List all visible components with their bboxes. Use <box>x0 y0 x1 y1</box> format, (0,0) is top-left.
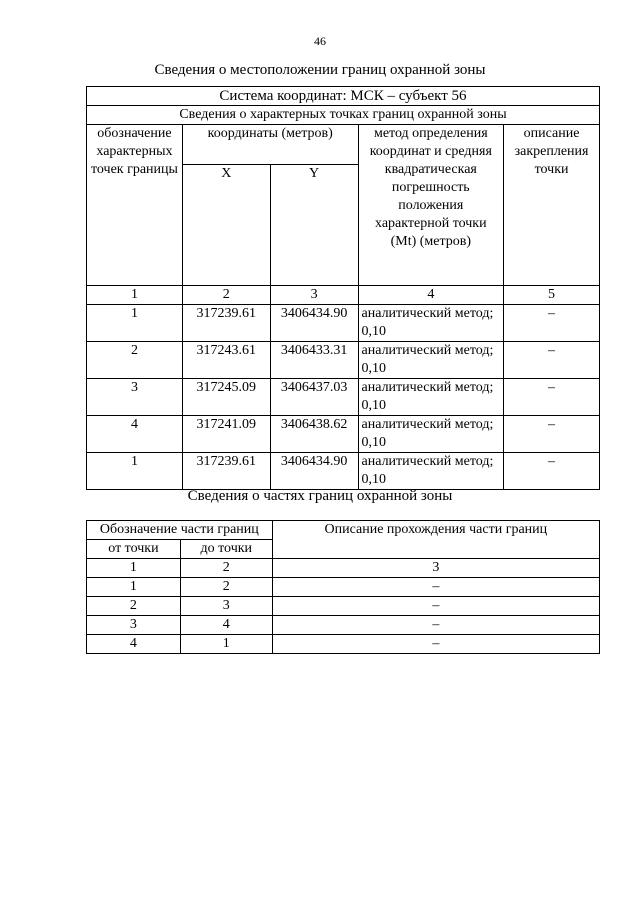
table-row <box>87 416 600 453</box>
section-title-parts: Сведения о частях границ охранной зоны <box>187 488 453 504</box>
col-num: 3 <box>272 559 599 578</box>
desc-cell: – <box>272 635 599 654</box>
col-num: 3 <box>270 286 358 305</box>
point-cell: 1 <box>87 453 183 490</box>
to-cell: 3 <box>180 597 272 616</box>
from-cell: 2 <box>87 597 181 616</box>
method-cell: аналитический метод; 0,10 <box>358 305 504 342</box>
fixing-cell: – <box>504 305 600 342</box>
header-point-designation: обозначение характерных точек границы <box>87 125 183 286</box>
from-cell: 3 <box>87 616 181 635</box>
from-cell: 4 <box>87 635 181 654</box>
y-cell: 3406434.90 <box>270 305 358 342</box>
point-cell: 2 <box>87 342 183 379</box>
section-title-location: Сведения о местоположении границ охранной зоны <box>154 62 486 78</box>
header-to-point: до точки <box>180 540 272 559</box>
method-cell: аналитический метод; 0,10 <box>358 416 504 453</box>
x-cell: 317243.61 <box>182 342 270 379</box>
col-num: 2 <box>180 559 272 578</box>
x-cell: 317245.09 <box>182 379 270 416</box>
desc-cell: – <box>272 597 599 616</box>
y-cell: 3406437.03 <box>270 379 358 416</box>
header-from-point: от точки <box>87 540 181 559</box>
table-row <box>87 453 600 490</box>
method-cell: аналитический метод; 0,10 <box>358 342 504 379</box>
desc-cell: – <box>272 578 599 597</box>
fixing-cell: – <box>504 416 600 453</box>
x-cell: 317241.09 <box>182 416 270 453</box>
coordinate-system-cell: Система координат: МСК – субъект 56 <box>87 87 600 106</box>
y-cell: 3406438.62 <box>270 416 358 453</box>
x-cell: 317239.61 <box>182 305 270 342</box>
parts-table <box>86 520 600 654</box>
header-description: Описание прохождения части границ <box>272 521 599 559</box>
column-number-row <box>87 286 600 305</box>
header-coordinates: координаты (метров) <box>182 125 358 165</box>
to-cell: 4 <box>180 616 272 635</box>
fixing-cell: – <box>504 453 600 490</box>
from-cell: 1 <box>87 578 181 597</box>
table-row <box>87 597 600 616</box>
table-row <box>87 616 600 635</box>
header-fixing: описание закрепления точки <box>504 125 600 286</box>
y-cell: 3406433.31 <box>270 342 358 379</box>
table-row <box>87 342 600 379</box>
header-method: метод определения координат и средняя квадратическая погрешность положения характерной точки (Mt) (метров) <box>358 125 504 286</box>
table-row <box>87 379 600 416</box>
page-number: 46 <box>314 34 326 48</box>
col-num: 2 <box>182 286 270 305</box>
fixing-cell: – <box>504 342 600 379</box>
header-x: X <box>182 165 270 286</box>
col-num: 1 <box>87 559 181 578</box>
point-cell: 1 <box>87 305 183 342</box>
table-row <box>87 635 600 654</box>
col-num: 1 <box>87 286 183 305</box>
table-row <box>87 305 600 342</box>
table-subheader: Сведения о характерных точках границ охранной зоны <box>87 106 600 125</box>
col-num: 5 <box>504 286 600 305</box>
header-y: Y <box>270 165 358 286</box>
to-cell: 2 <box>180 578 272 597</box>
method-cell: аналитический метод; 0,10 <box>358 379 504 416</box>
point-cell: 4 <box>87 416 183 453</box>
col-num: 4 <box>358 286 504 305</box>
header-part-designation: Обозначение части границ <box>87 521 273 540</box>
desc-cell: – <box>272 616 599 635</box>
to-cell: 1 <box>180 635 272 654</box>
point-cell: 3 <box>87 379 183 416</box>
points-table <box>86 86 600 490</box>
fixing-cell: – <box>504 379 600 416</box>
table-row <box>87 578 600 597</box>
x-cell: 317239.61 <box>182 453 270 490</box>
method-cell: аналитический метод; 0,10 <box>358 453 504 490</box>
column-number-row <box>87 559 600 578</box>
y-cell: 3406434.90 <box>270 453 358 490</box>
